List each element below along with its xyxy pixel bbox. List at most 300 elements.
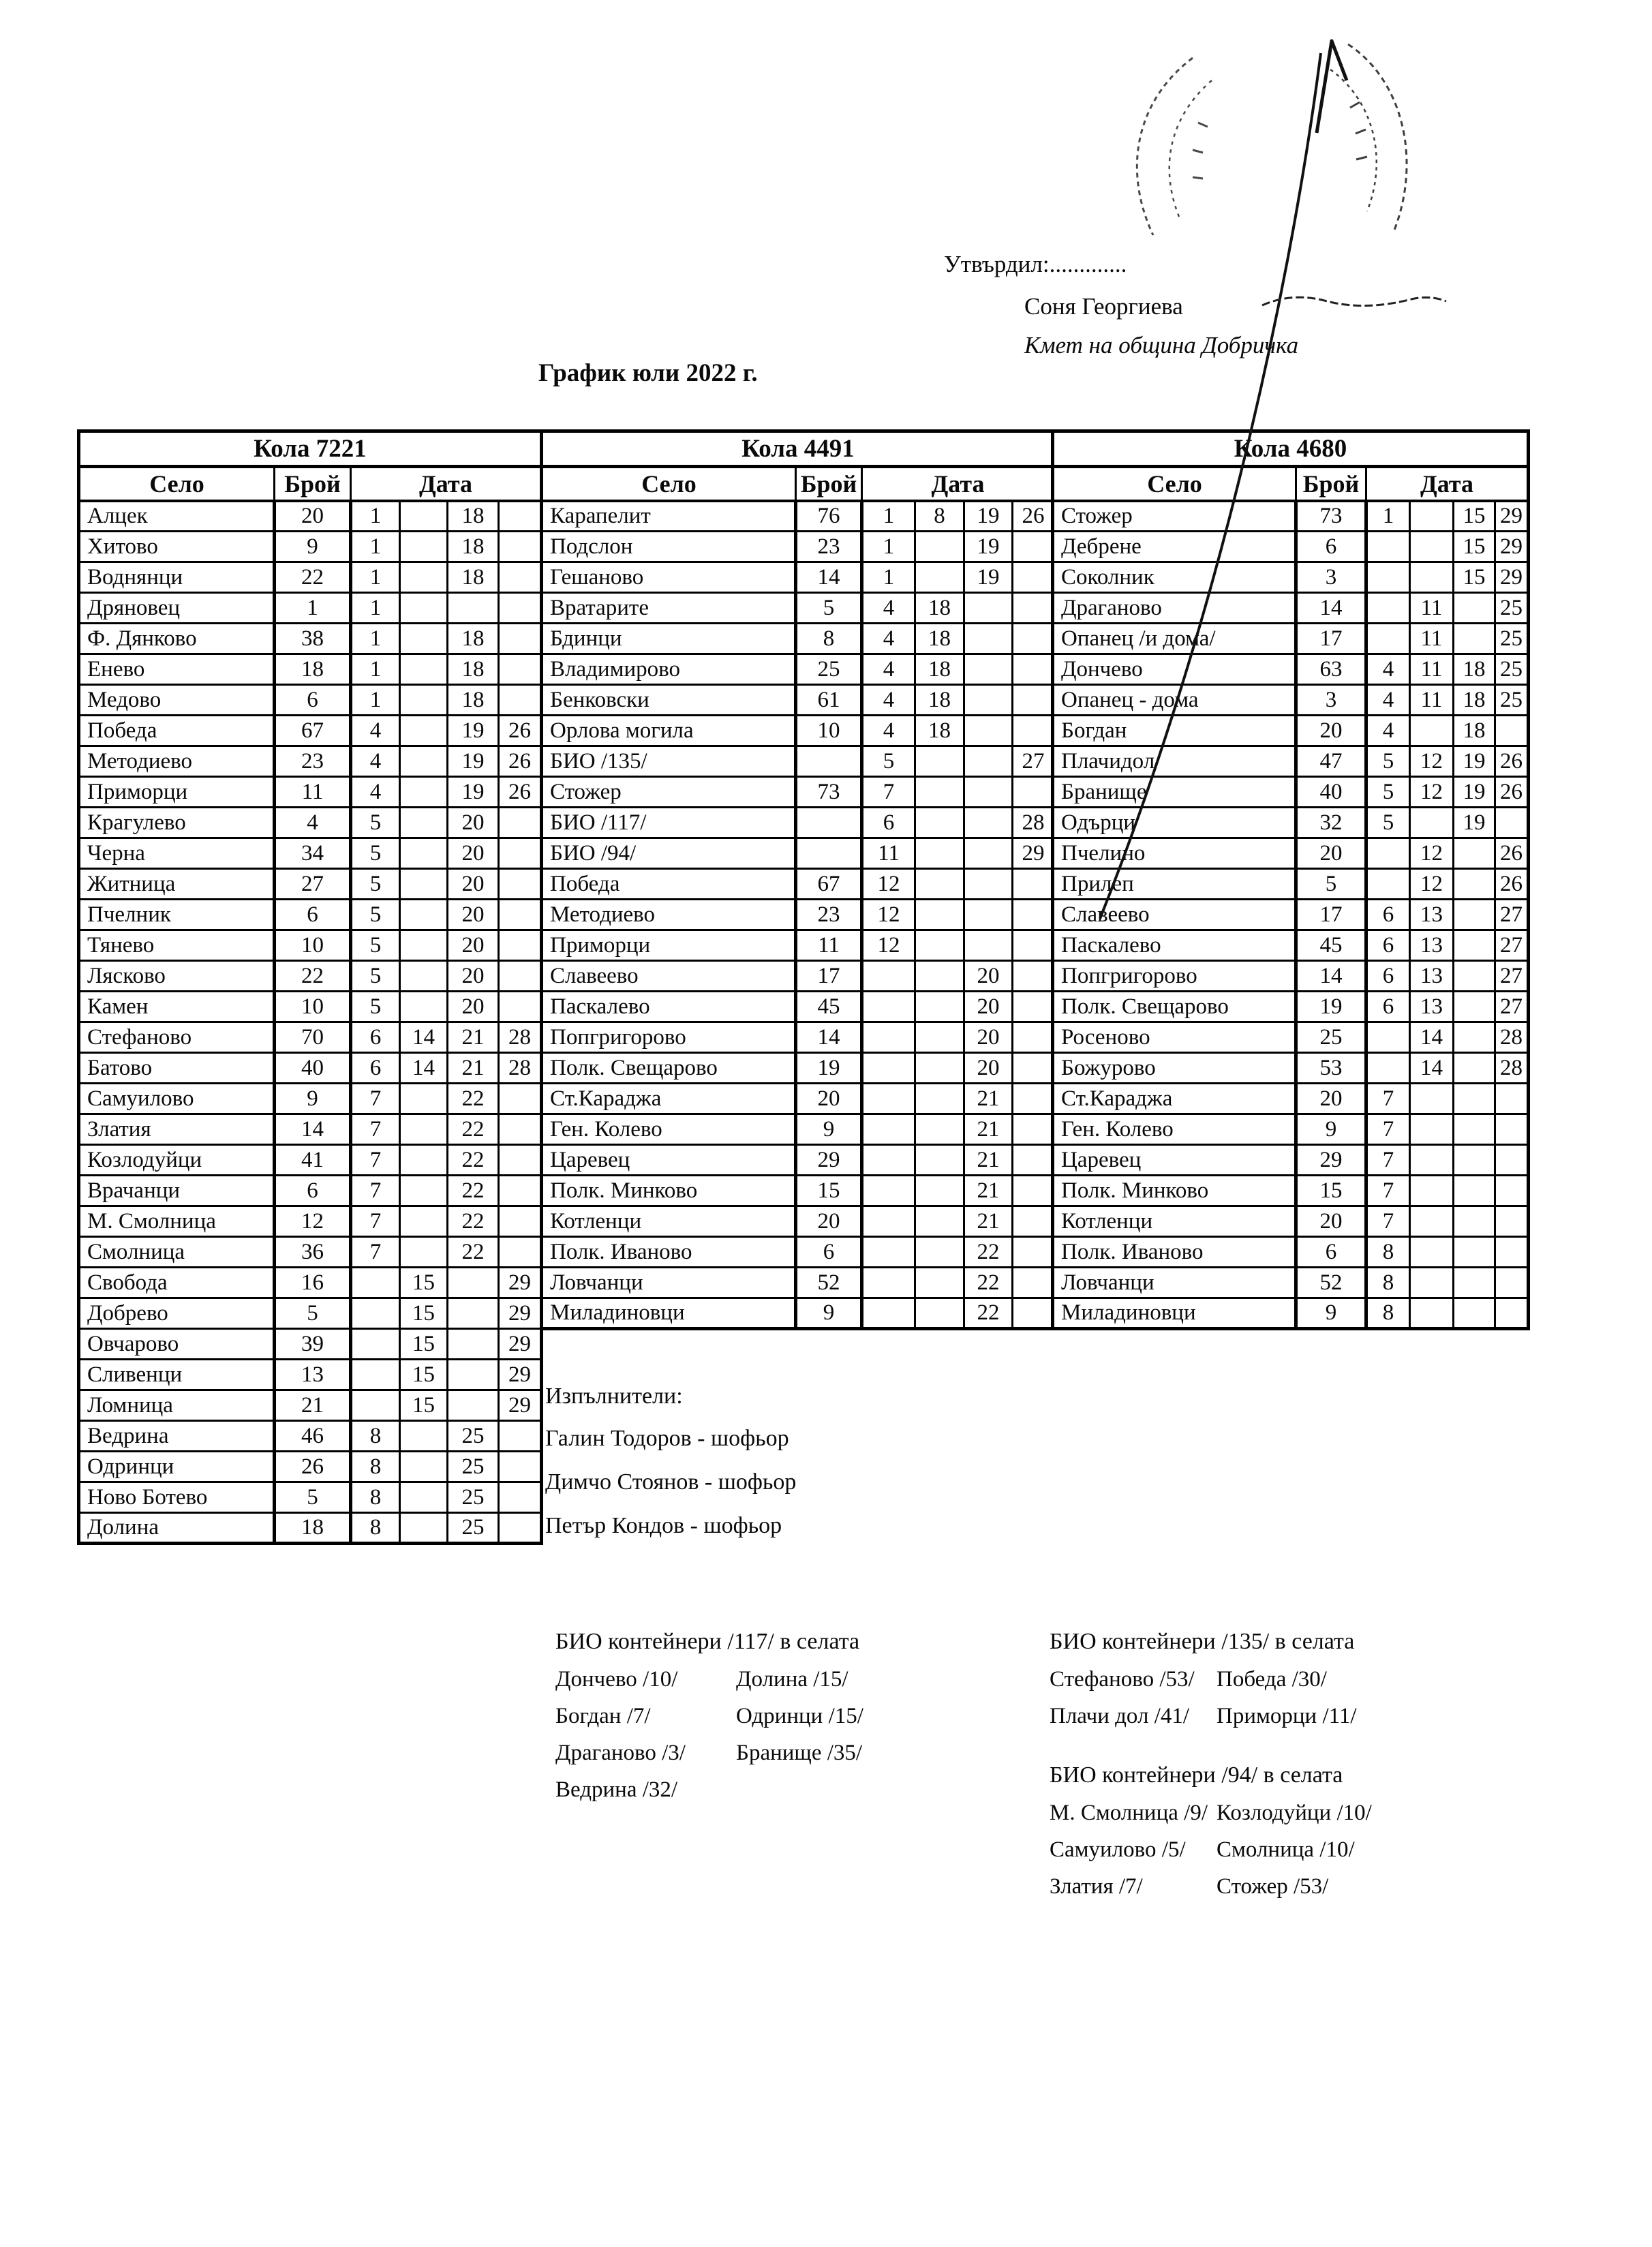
village-cell: Гешаново — [542, 562, 796, 593]
table-row — [542, 1145, 1055, 1176]
date-cell — [1454, 1022, 1495, 1053]
date-cell — [448, 1298, 499, 1329]
table-row — [542, 1237, 1055, 1268]
car-schedule-table-4680 — [1051, 429, 1530, 1330]
date-cell — [400, 930, 448, 961]
village-cell: Житница — [79, 869, 275, 900]
date-cell — [400, 1513, 448, 1544]
count-cell: 76 — [796, 501, 862, 532]
date-cell: 20 — [448, 900, 499, 930]
bio-note-row — [1050, 1874, 1372, 1899]
date-cell — [1013, 869, 1055, 900]
approval-label: Утвърдил:............. — [944, 251, 1127, 277]
village-cell: Добрево — [79, 1298, 275, 1329]
date-cell — [351, 1268, 400, 1298]
date-cell — [1013, 930, 1055, 961]
date-cell: 5 — [351, 900, 400, 930]
date-cell: 27 — [1495, 900, 1529, 930]
village-cell: Медово — [79, 685, 275, 716]
date-cell: 8 — [1366, 1237, 1410, 1268]
count-cell: 9 — [1296, 1298, 1366, 1329]
date-cell: 7 — [351, 1237, 400, 1268]
count-cell: 52 — [796, 1268, 862, 1298]
date-cell: 25 — [1495, 624, 1529, 654]
date-cell: 18 — [915, 716, 964, 746]
date-cell — [1410, 532, 1454, 562]
date-cell: 4 — [862, 716, 915, 746]
table-row — [79, 1268, 542, 1298]
bio-note-row — [555, 1741, 863, 1766]
date-cell — [862, 1237, 915, 1268]
date-cell: 25 — [1495, 593, 1529, 624]
village-cell: Ведрина — [79, 1421, 275, 1452]
table-row — [79, 593, 542, 624]
count-cell: 14 — [796, 1022, 862, 1053]
date-cell: 18 — [448, 562, 499, 593]
date-cell: 25 — [448, 1482, 499, 1513]
date-cell — [1495, 1206, 1529, 1237]
count-cell — [796, 746, 862, 777]
date-cell: 25 — [448, 1421, 499, 1452]
bio-note-heading: БИО контейнери /117/ в селата — [555, 1629, 860, 1654]
date-cell: 18 — [1454, 654, 1495, 685]
date-cell — [915, 562, 964, 593]
date-cell — [862, 1084, 915, 1114]
car-title: Кола 4680 — [1053, 431, 1529, 467]
table-row — [542, 1053, 1055, 1084]
date-cell — [1410, 716, 1454, 746]
count-cell: 26 — [275, 1452, 351, 1482]
table-row — [1053, 930, 1529, 961]
bio-note-village: М. Смолница /9/ — [1050, 1801, 1208, 1825]
count-cell: 61 — [796, 685, 862, 716]
count-cell: 15 — [796, 1176, 862, 1206]
date-cell — [915, 746, 964, 777]
village-column-header: Село — [79, 467, 275, 501]
table-row — [79, 930, 542, 961]
table-row — [79, 685, 542, 716]
date-cell: 19 — [964, 532, 1013, 562]
date-cell: 13 — [1410, 900, 1454, 930]
village-cell: Свобода — [79, 1268, 275, 1298]
date-cell — [448, 1390, 499, 1421]
count-cell: 29 — [1296, 1145, 1366, 1176]
date-cell — [1410, 808, 1454, 838]
bio-note-village: Драганово /3/ — [555, 1741, 686, 1765]
village-cell: Пчелино — [1053, 838, 1296, 869]
date-cell — [499, 532, 542, 562]
date-cell: 28 — [499, 1053, 542, 1084]
date-cell: 7 — [351, 1114, 400, 1145]
date-cell: 26 — [499, 746, 542, 777]
table-row — [1053, 808, 1529, 838]
village-cell: Дебрене — [1053, 532, 1296, 562]
date-cell: 8 — [351, 1482, 400, 1513]
date-cell: 29 — [499, 1329, 542, 1360]
date-cell: 27 — [1495, 930, 1529, 961]
count-cell: 6 — [1296, 1237, 1366, 1268]
date-cell: 1 — [351, 562, 400, 593]
date-cell — [1013, 1298, 1055, 1329]
table-row — [542, 930, 1055, 961]
date-cell — [1013, 1206, 1055, 1237]
date-cell — [1366, 562, 1410, 593]
date-cell — [915, 1237, 964, 1268]
bio-note-row — [555, 1704, 863, 1729]
table-row — [79, 1176, 542, 1206]
date-cell: 19 — [448, 777, 499, 808]
executor-item: Димчо Стоянов - шофьор — [545, 1469, 797, 1495]
village-cell: Стефаново — [79, 1022, 275, 1053]
bio-note-row — [555, 1777, 863, 1803]
village-cell: Пчелник — [79, 900, 275, 930]
date-cell: 5 — [1366, 808, 1410, 838]
date-cell: 22 — [448, 1084, 499, 1114]
date-cell — [1495, 808, 1529, 838]
date-cell — [499, 1513, 542, 1544]
village-cell: Царевец — [542, 1145, 796, 1176]
date-cell — [1410, 1298, 1454, 1329]
count-cell: 3 — [1296, 685, 1366, 716]
village-cell: Методиево — [79, 746, 275, 777]
bio-note-heading: БИО контейнери /94/ в селата — [1050, 1762, 1343, 1788]
count-cell: 21 — [275, 1390, 351, 1421]
date-cell — [400, 777, 448, 808]
count-cell: 6 — [1296, 532, 1366, 562]
village-cell: Бранище — [1053, 777, 1296, 808]
date-cell: 19 — [1454, 746, 1495, 777]
date-cell: 1 — [351, 654, 400, 685]
date-cell — [1013, 961, 1055, 992]
date-cell: 22 — [964, 1237, 1013, 1268]
date-cell — [1454, 593, 1495, 624]
village-cell: Камен — [79, 992, 275, 1022]
count-cell — [796, 808, 862, 838]
date-cell — [400, 961, 448, 992]
date-cell: 14 — [1410, 1053, 1454, 1084]
date-cell — [1454, 992, 1495, 1022]
village-cell: Ловчанци — [542, 1268, 796, 1298]
date-cell — [400, 654, 448, 685]
table-row — [79, 1084, 542, 1114]
date-cell: 15 — [400, 1268, 448, 1298]
village-cell: Стожер — [1053, 501, 1296, 532]
date-cell — [499, 1145, 542, 1176]
date-cell: 12 — [862, 930, 915, 961]
table-row — [79, 746, 542, 777]
village-cell: Ново Ботево — [79, 1482, 275, 1513]
date-cell: 19 — [1454, 777, 1495, 808]
table-row — [1053, 869, 1529, 900]
date-cell — [1013, 777, 1055, 808]
table-row — [542, 900, 1055, 930]
count-cell: 36 — [275, 1237, 351, 1268]
date-cell — [351, 1298, 400, 1329]
date-cell: 14 — [1410, 1022, 1454, 1053]
count-cell: 9 — [275, 532, 351, 562]
count-cell: 17 — [1296, 900, 1366, 930]
date-cell: 7 — [1366, 1145, 1410, 1176]
table-row — [1053, 1022, 1529, 1053]
date-cell — [400, 1145, 448, 1176]
date-cell: 28 — [1495, 1053, 1529, 1084]
date-cell — [915, 961, 964, 992]
village-cell: Паскалево — [542, 992, 796, 1022]
date-cell: 29 — [1013, 838, 1055, 869]
date-cell — [499, 992, 542, 1022]
date-cell — [499, 1114, 542, 1145]
village-cell: Орлова могила — [542, 716, 796, 746]
count-cell: 17 — [796, 961, 862, 992]
village-cell: Самуилово — [79, 1084, 275, 1114]
date-cell: 7 — [1366, 1206, 1410, 1237]
date-cell — [915, 532, 964, 562]
date-cell — [1410, 1268, 1454, 1298]
date-cell — [915, 1084, 964, 1114]
village-cell: Одърци — [1053, 808, 1296, 838]
count-cell: 20 — [275, 501, 351, 532]
village-cell: Ломница — [79, 1390, 275, 1421]
count-column-header: Брой — [1296, 467, 1366, 501]
table-row — [79, 1206, 542, 1237]
table-row — [542, 1084, 1055, 1114]
date-cell: 22 — [448, 1176, 499, 1206]
count-cell: 6 — [796, 1237, 862, 1268]
bio-note-village: Златия /7/ — [1050, 1874, 1143, 1899]
date-cell: 21 — [448, 1022, 499, 1053]
date-cell: 1 — [351, 593, 400, 624]
date-cell: 25 — [448, 1452, 499, 1482]
village-cell: Драганово — [1053, 593, 1296, 624]
table-row — [542, 716, 1055, 746]
date-cell — [1454, 900, 1495, 930]
date-cell — [862, 992, 915, 1022]
table-row — [542, 1176, 1055, 1206]
date-cell: 29 — [1495, 532, 1529, 562]
count-cell: 20 — [796, 1206, 862, 1237]
date-cell — [448, 1360, 499, 1390]
date-cell — [1454, 838, 1495, 869]
date-cell: 27 — [1013, 746, 1055, 777]
count-cell: 20 — [1296, 838, 1366, 869]
table-row — [542, 562, 1055, 593]
table-row — [79, 1329, 542, 1360]
count-cell: 20 — [1296, 1206, 1366, 1237]
date-cell: 5 — [1366, 746, 1410, 777]
date-cell — [499, 930, 542, 961]
count-cell: 73 — [796, 777, 862, 808]
date-cell: 18 — [448, 501, 499, 532]
stamp-arc-left — [1137, 58, 1212, 235]
date-cell: 5 — [1366, 777, 1410, 808]
count-cell: 63 — [1296, 654, 1366, 685]
date-cell: 20 — [448, 808, 499, 838]
bio-note-village: Стефаново /53/ — [1050, 1667, 1195, 1692]
bio-note-row — [1050, 1704, 1357, 1729]
executors-heading: Изпълнители: — [545, 1384, 683, 1409]
table-row — [1053, 1114, 1529, 1145]
table-row — [1053, 1206, 1529, 1237]
date-cell: 18 — [448, 654, 499, 685]
count-cell: 46 — [275, 1421, 351, 1452]
date-cell — [915, 900, 964, 930]
date-cell — [499, 869, 542, 900]
date-cell — [915, 1114, 964, 1145]
date-cell: 26 — [499, 716, 542, 746]
date-cell: 26 — [1495, 777, 1529, 808]
date-cell: 15 — [1454, 562, 1495, 593]
count-cell: 45 — [796, 992, 862, 1022]
date-cell: 6 — [1366, 961, 1410, 992]
date-cell: 19 — [964, 562, 1013, 593]
table-row — [1053, 1053, 1529, 1084]
date-cell — [1495, 716, 1529, 746]
date-cell — [400, 1237, 448, 1268]
table-row — [1053, 1084, 1529, 1114]
village-cell: Полк. Минково — [542, 1176, 796, 1206]
table-row — [79, 900, 542, 930]
table-row — [542, 1206, 1055, 1237]
date-cell — [1495, 1176, 1529, 1206]
page-title: График юли 2022 г. — [538, 359, 758, 387]
date-cell: 5 — [862, 746, 915, 777]
village-cell: Вратарите — [542, 593, 796, 624]
date-cell — [448, 593, 499, 624]
date-cell — [1454, 961, 1495, 992]
date-cell — [1013, 1237, 1055, 1268]
date-cell: 8 — [1366, 1268, 1410, 1298]
count-cell: 25 — [1296, 1022, 1366, 1053]
table-row — [79, 808, 542, 838]
date-cell: 28 — [499, 1022, 542, 1053]
date-cell — [964, 624, 1013, 654]
date-cell: 4 — [862, 685, 915, 716]
count-cell: 5 — [275, 1298, 351, 1329]
count-cell: 19 — [796, 1053, 862, 1084]
date-cell — [1454, 624, 1495, 654]
table-row — [79, 1360, 542, 1390]
count-cell: 19 — [1296, 992, 1366, 1022]
village-cell: Бенковски — [542, 685, 796, 716]
table-row — [79, 1237, 542, 1268]
date-cell: 25 — [1495, 685, 1529, 716]
date-cell: 18 — [1454, 685, 1495, 716]
date-cell — [400, 838, 448, 869]
count-cell: 9 — [275, 1084, 351, 1114]
date-cell: 29 — [499, 1360, 542, 1390]
bio-note-135 — [1050, 1629, 1357, 1741]
date-cell: 5 — [351, 992, 400, 1022]
date-cell — [1495, 1114, 1529, 1145]
bio-note-row — [1050, 1837, 1372, 1863]
table-row — [542, 1268, 1055, 1298]
date-cell — [1013, 1268, 1055, 1298]
table-row — [1053, 624, 1529, 654]
date-cell — [1013, 716, 1055, 746]
bio-note-village: Победа /30/ — [1217, 1667, 1327, 1692]
count-cell: 10 — [275, 930, 351, 961]
date-cell: 6 — [1366, 900, 1410, 930]
bio-note-village: Смолница /10/ — [1217, 1837, 1355, 1862]
date-cell: 21 — [964, 1114, 1013, 1145]
count-cell: 3 — [1296, 562, 1366, 593]
bio-note-117 — [555, 1629, 863, 1814]
table-row — [1053, 1145, 1529, 1176]
count-cell: 12 — [275, 1206, 351, 1237]
date-cell — [1366, 1053, 1410, 1084]
village-cell: Соколник — [1053, 562, 1296, 593]
table-row — [1053, 746, 1529, 777]
count-cell: 5 — [796, 593, 862, 624]
date-cell: 21 — [964, 1176, 1013, 1206]
date-cell — [1013, 1114, 1055, 1145]
date-cell: 7 — [862, 777, 915, 808]
table-row — [79, 624, 542, 654]
table-row — [79, 1053, 542, 1084]
date-cell: 7 — [1366, 1114, 1410, 1145]
count-cell: 18 — [275, 654, 351, 685]
date-cell: 11 — [862, 838, 915, 869]
table-row — [79, 654, 542, 685]
date-cell: 26 — [499, 777, 542, 808]
bio-note-village: Одринци /15/ — [736, 1704, 863, 1728]
date-cell: 26 — [1495, 746, 1529, 777]
date-cell — [1410, 562, 1454, 593]
date-cell — [351, 1360, 400, 1390]
date-cell — [1454, 1053, 1495, 1084]
table-row — [542, 685, 1055, 716]
count-cell: 14 — [796, 562, 862, 593]
village-cell: Бдинци — [542, 624, 796, 654]
count-cell: 10 — [275, 992, 351, 1022]
date-cell: 7 — [351, 1176, 400, 1206]
table-row — [79, 1390, 542, 1421]
date-cell — [862, 1268, 915, 1298]
date-cell: 7 — [1366, 1084, 1410, 1114]
date-cell: 27 — [1495, 992, 1529, 1022]
bio-note-village: Долина /15/ — [736, 1667, 848, 1692]
date-cell — [964, 654, 1013, 685]
table-row — [1053, 961, 1529, 992]
village-cell: Ст.Караджа — [1053, 1084, 1296, 1114]
date-cell — [964, 593, 1013, 624]
date-cell: 26 — [1495, 869, 1529, 900]
date-cell — [1495, 1237, 1529, 1268]
date-cell — [1454, 1084, 1495, 1114]
count-cell: 8 — [796, 624, 862, 654]
date-cell: 12 — [1410, 838, 1454, 869]
date-cell — [400, 900, 448, 930]
date-cell: 13 — [1410, 961, 1454, 992]
date-cell — [1013, 685, 1055, 716]
village-cell: Крагулево — [79, 808, 275, 838]
table-row — [79, 1114, 542, 1145]
date-cell: 4 — [862, 593, 915, 624]
date-cell — [1410, 1206, 1454, 1237]
bio-note-row — [1050, 1667, 1357, 1692]
table-row — [542, 1114, 1055, 1145]
date-cell — [1013, 654, 1055, 685]
date-cell — [499, 838, 542, 869]
date-cell: 15 — [400, 1329, 448, 1360]
date-column-header: Дата — [1366, 467, 1529, 501]
date-cell: 29 — [499, 1298, 542, 1329]
table-row — [542, 593, 1055, 624]
bio-note-village: Дончево /10/ — [555, 1667, 678, 1692]
date-cell: 22 — [964, 1298, 1013, 1329]
count-cell: 6 — [275, 685, 351, 716]
date-cell — [862, 1176, 915, 1206]
